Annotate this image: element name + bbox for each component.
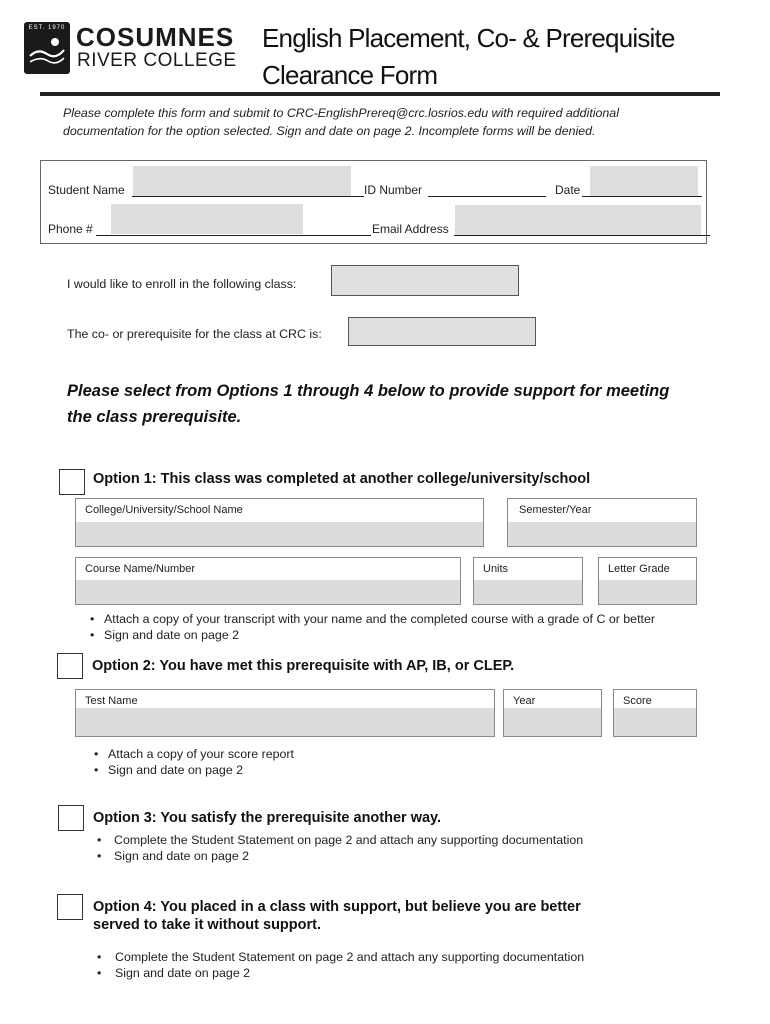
test-year-field[interactable] [503, 689, 602, 737]
email-label: Email Address [372, 222, 449, 236]
test-score-label: Score [623, 695, 652, 707]
phone-label: Phone # [48, 222, 93, 236]
option3-title: Option 3: You satisfy the prerequisite another way. [93, 810, 442, 826]
option4-bullets [97, 949, 584, 981]
form-title-line2: Clearance Form [262, 60, 438, 90]
list-item: • Sign and date on page 2 [97, 849, 250, 863]
prereq-input[interactable] [348, 317, 536, 346]
logo-est-text: EST. 1970 [28, 25, 66, 31]
date-field[interactable] [582, 182, 702, 197]
prereq-label: The co- or prerequisite for the class at CRC is: [67, 327, 322, 341]
option4-title [93, 898, 581, 934]
logo-name-line1: COSUMNES [76, 22, 235, 52]
option2-title: Option 2: You have met this prerequisite with AP, IB, or CLEP. [92, 658, 515, 674]
option1-checkbox[interactable] [59, 469, 85, 495]
test-name-field[interactable] [75, 689, 495, 737]
email-field[interactable] [454, 221, 710, 236]
option2-bullets [94, 746, 294, 778]
enroll-class-label: I would like to enroll in the following class: [67, 277, 297, 291]
option4-title-line2: served to take it without support. [93, 917, 321, 933]
course-name-label: Course Name/Number [85, 563, 196, 575]
option1-title: Option 1: This class was completed at another college/university/school [93, 471, 591, 487]
option4-title-line1: Option 4: You placed in a class with support, but believe you are better [93, 899, 581, 915]
college-name-label: College/University/School Name [85, 504, 243, 516]
list-item: • Sign and date on page 2 [90, 628, 240, 642]
student-name-label: Student Name [48, 183, 125, 197]
list-item: • Attach a copy of your transcript with your name and the completed course with a grade of C or better [90, 612, 655, 626]
option3-checkbox[interactable] [58, 805, 84, 831]
list-item: • Sign and date on page 2 [94, 763, 244, 777]
option3-bullets [97, 832, 583, 864]
college-name-field[interactable] [75, 498, 484, 547]
semester-year-field[interactable] [507, 498, 697, 547]
select-heading-line2: the class prerequisite. [67, 408, 242, 426]
enroll-class-input[interactable] [331, 265, 519, 296]
select-options-heading [67, 378, 707, 430]
intro-line2: documentation for the option selected. Sign and date on page 2. Incomplete forms will be denied. [63, 124, 596, 138]
college-seal-logo [24, 22, 70, 74]
student-name-field[interactable] [132, 182, 364, 197]
option4-checkbox[interactable] [57, 894, 83, 920]
river-icon [28, 34, 66, 70]
list-item: • Complete the Student Statement on page 2 and attach any supporting documentation [97, 833, 584, 847]
logo-name-line2: RIVER COLLEGE [77, 50, 237, 71]
id-number-field[interactable] [428, 182, 546, 197]
id-number-label: ID Number [364, 183, 423, 197]
list-item: • Complete the Student Statement on page 2 and attach any supporting documentation [97, 950, 585, 964]
intro-line1: Please complete this form and submit to CRC-EnglishPrereq@crc.losrios.edu with required additional [63, 106, 619, 120]
course-name-field[interactable] [75, 557, 461, 605]
units-field[interactable] [473, 557, 583, 605]
units-label: Units [483, 563, 509, 575]
form-title-line1: English Placement, Co- & Prerequisite [262, 23, 675, 53]
letter-grade-label: Letter Grade [608, 563, 670, 575]
list-item: • Sign and date on page 2 [97, 966, 251, 980]
form-title [262, 20, 675, 94]
test-year-label: Year [513, 695, 536, 707]
option1-bullets [90, 611, 655, 643]
phone-field[interactable] [96, 221, 371, 236]
list-item: • Attach a copy of your score report [94, 747, 294, 761]
letter-grade-field[interactable] [598, 557, 697, 605]
select-heading-line1: Please select from Options 1 through 4 below to provide support for meeting [67, 382, 670, 400]
test-name-label: Test Name [85, 695, 138, 707]
test-score-field[interactable] [613, 689, 697, 737]
header-rule [40, 92, 720, 96]
option2-checkbox[interactable] [57, 653, 83, 679]
semester-year-label: Semester/Year [519, 504, 592, 516]
intro-instructions [63, 104, 703, 140]
date-label: Date [555, 183, 581, 197]
